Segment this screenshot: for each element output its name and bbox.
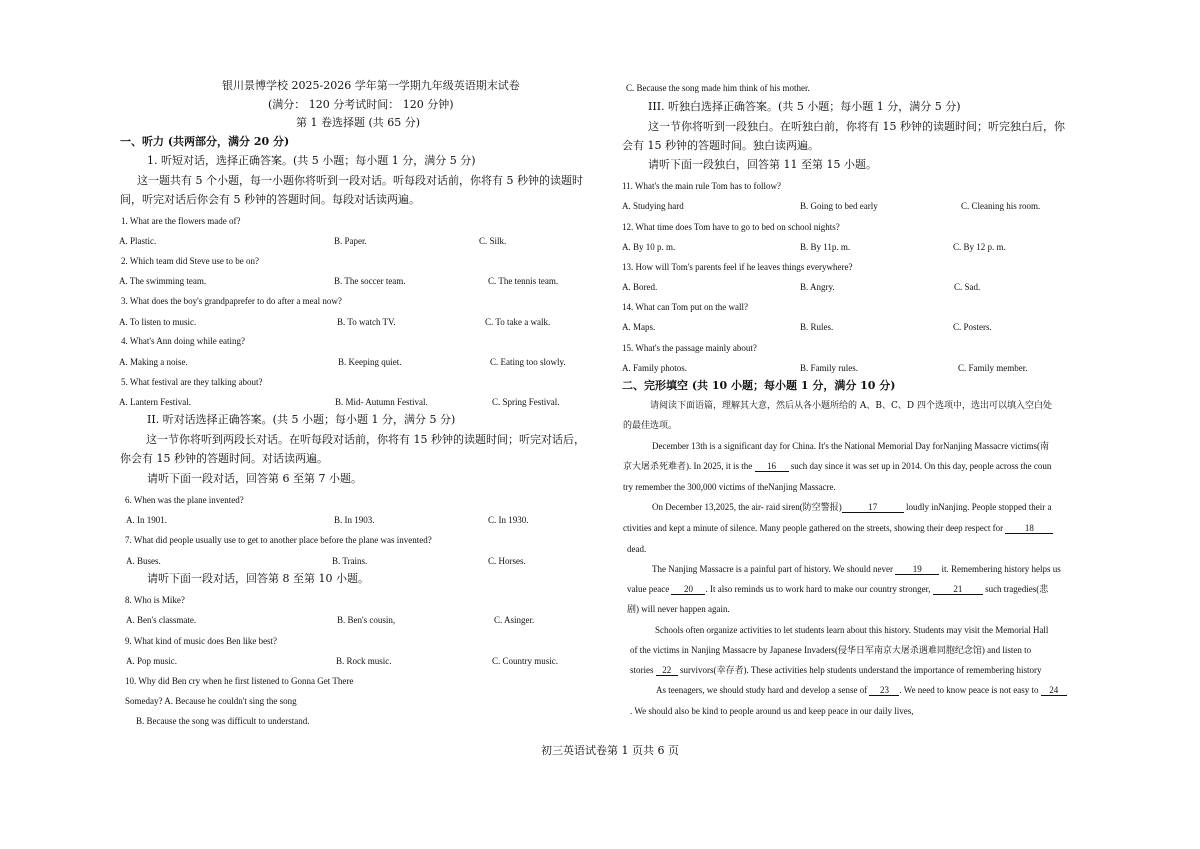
option-7a: A. Buses. [126,556,161,566]
option-6c: C. In 1930. [488,515,529,525]
cloze-paragraph-line: On December 13,2025, the air- raid siren(防空警报) 17 loudly inNanjing. People stopped their a [652,502,1052,512]
option-9a: A. Pop music. [126,656,178,666]
question-1: 1. What are the flowers made of? [121,216,241,226]
listening-part-three-heading: III. 听独白选择正确答案。(共 5 小题；每小题 1 分，满分 5 分) [648,100,961,113]
option-10c: C. Because the song made him think of his mother. [626,83,810,93]
option-7c: C. Horses. [488,556,526,566]
cloze-paragraph-line: . We should also be kind to people around us and keep peace in our daily lives, [630,706,914,716]
option-5a: A. Lantern Festival. [119,397,191,407]
instruction-text: 会有 15 秒钟的答题时间。独白读两遍。 [622,139,819,152]
instruction-text: 这一节你将听到两段长对话。在听每段对话前，你将有 15 秒钟的读题时间；听完对话后， [146,433,585,446]
option-10b: B. Because the song was difficult to understand. [136,716,310,726]
option-8a: A. Ben's classmate. [126,615,197,625]
option-4c: C. Eating too slowly. [490,357,566,367]
score-time-info: (满分： 120 分考试时间： 120 分钟) [268,98,454,111]
part-one-heading: 第 1 卷选择题 (共 65 分) [296,116,421,129]
question-4: 4. What's Ann doing while eating? [121,336,245,346]
exam-title: 银川景博学校 2025-2026 学年第一学期九年级英语期末试卷 [222,79,520,92]
option-10a: Someday? A. Because he couldn't sing the song [125,696,297,706]
listening-part-two-heading: II. 听对话选择正确答案。(共 5 小题；每小题 1 分，满分 5 分) [147,413,456,426]
listening-part-one-heading: 1. 听短对话，选择正确答案。(共 5 小题；每小题 1 分，满分 5 分) [147,154,476,167]
option-4a: A. Making a noise. [119,357,188,367]
option-14a: A. Maps. [622,322,656,332]
cloze-paragraph-line: of the victims in Nanjing Massacre by Japanese Invaders(侵华日军南京大屠杀遇难同胞纪念馆) and listen to [630,645,1032,655]
option-12c: C. By 12 p. m. [953,242,1006,252]
blank-17[interactable]: 17 [842,503,904,513]
option-6b: B. In 1903. [334,515,375,525]
blank-23[interactable]: 23 [869,686,899,696]
option-13c: C. Sad. [954,282,981,292]
blank-24[interactable]: 24 [1041,686,1067,696]
cloze-paragraph-line: 剧) will never happen again. [627,604,730,614]
option-9b: B. Rock music. [336,656,392,666]
option-11c: C. Cleaning his room. [961,201,1041,211]
question-9: 9. What kind of music does Ben like best? [125,636,278,646]
option-1b: B. Paper. [334,236,367,246]
option-3c: C. To take a walk. [485,317,551,327]
question-7: 7. What did people usually use to get to another place before the plane was invented? [125,535,432,545]
blank-18[interactable]: 18 [1005,524,1053,534]
blank-16[interactable]: 16 [755,462,789,472]
question-15: 15. What's the passage mainly about? [622,343,757,353]
page-footer: 初三英语试卷第 1 页共 6 页 [541,744,679,757]
option-6a: A. In 1901. [126,515,167,525]
option-15b: B. Family rules. [800,363,858,373]
question-3: 3. What does the boy's grandpaprefer to do after a meal now? [121,296,342,306]
option-1c: C. Silk. [479,236,507,246]
instruction-text: 这一题共有 5 个小题，每一小题你将听到一段对话。听每段对话前，你将有 5 秒钟的读题时 [137,174,583,187]
option-9c: C. Country music. [492,656,559,666]
option-2c: C. The tennis team. [488,276,559,286]
option-14b: B. Rules. [800,322,834,332]
cloze-instruction: 请阅读下面语篇，理解其大意，然后从各小题所给的 A、B、C、D 四个选项中，选出可以填入空白处 [650,401,1052,411]
option-3a: A. To listen to music. [119,317,197,327]
cloze-paragraph-line: dead. [627,544,647,554]
question-6: 6. When was the plane invented? [125,495,244,505]
question-10: 10. Why did Ben cry when he first listened to Gonna Get There [125,676,354,686]
cloze-paragraph-line: try remember the 300,000 victims of theNanjing Massacre. [623,482,836,492]
question-13: 13. How will Tom's parents feel if he leaves things everywhere? [622,262,853,272]
cloze-paragraph-line: value peace 20 . It also reminds us to work hard to make our country stronger, 21 such tragedies(悲 [627,584,1049,594]
cloze-paragraph-line: As teenagers, we should study hard and develop a sense of 23 . We need to know peace is not easy to 24 [656,686,1067,696]
question-14: 14. What can Tom put on the wall? [622,302,749,312]
cloze-paragraph-line: 京大屠杀死难者). In 2025, it is the 16 such day since it was set up in 2014. On this day, people across the coun [623,461,1052,471]
instruction-text: 请听下面一段对话，回答第 8 至第 10 小题。 [147,572,369,585]
question-11: 11. What's the main rule Tom has to follow? [622,181,782,191]
option-7b: B. Trains. [332,556,368,566]
option-5b: B. Mid- Autumn Festival. [335,397,428,407]
cloze-paragraph-line: stories 22 survivors(幸存者). These activities help students understand the importance of remembering history [630,665,1042,675]
question-5: 5. What festival are they talking about? [121,377,263,387]
instruction-text: 你会有 15 秒钟的答题时间。对话读两遍。 [120,452,328,465]
cloze-instruction: 的最佳选项。 [623,421,678,431]
option-2b: B. The soccer team. [334,276,406,286]
instruction-text: 间，听完对话后你会有 5 秒钟的答题时间。每段对话读两遍。 [120,193,420,206]
option-15c: C. Family member. [958,363,1028,373]
cloze-paragraph-line: Schools often organize activities to let students learn about this history. Students may visit the Memorial Hall [655,625,1049,635]
blank-19[interactable]: 19 [895,565,939,575]
option-3b: B. To watch TV. [337,317,396,327]
blank-21[interactable]: 21 [933,585,983,595]
question-12: 12. What time does Tom have to go to bed on school nights? [622,222,840,232]
question-8: 8. Who is Mike? [125,595,185,605]
option-13b: B. Angry. [800,282,835,292]
section-cloze-heading: 二、完形填空 (共 10 小题；每小题 1 分，满分 10 分) [622,379,896,392]
blank-20[interactable]: 20 [671,585,705,595]
option-5c: C. Spring Festival. [492,397,560,407]
option-12b: B. By 11p. m. [800,242,851,252]
option-11a: A. Studying hard [622,201,684,211]
blank-22[interactable]: 22 [656,666,678,676]
section-listening-heading: 一、听力 (共两部分，满分 20 分) [120,135,290,148]
option-11b: B. Going to bed early [800,201,878,211]
option-8b: B. Ben's cousin, [337,615,396,625]
option-12a: A. By 10 p. m. [622,242,676,252]
option-8c: C. Asinger. [494,615,535,625]
cloze-paragraph-line: ctivities and kept a minute of silence. Many people gathered on the streets, showing their deep respect for 18 [623,524,1053,534]
option-1a: A. Plastic. [119,236,157,246]
option-13a: A. Bored. [622,282,658,292]
option-2a: A. The swimming team. [119,276,207,286]
instruction-text: 请听下面一段对话，回答第 6 至第 7 小题。 [147,472,362,485]
cloze-paragraph-line: December 13th is a significant day for China. It's the National Memorial Day forNanjing Massacre victims(南 [652,441,1050,451]
question-2: 2. Which team did Steve use to be on? [121,256,260,266]
cloze-paragraph-line: The Nanjing Massacre is a painful part of history. We should never 19 it. Remembering history helps us [652,564,1061,574]
option-4b: B. Keeping quiet. [338,357,402,367]
instruction-text: 这一节你将听到一段独白。在听独白前，你将有 15 秒钟的读题时间；听完独白后，你 [648,120,1065,133]
option-14c: C. Posters. [953,322,992,332]
instruction-text: 请听下面一段独白，回答第 11 至第 15 小题。 [648,158,877,171]
option-15a: A. Family photos. [622,363,688,373]
